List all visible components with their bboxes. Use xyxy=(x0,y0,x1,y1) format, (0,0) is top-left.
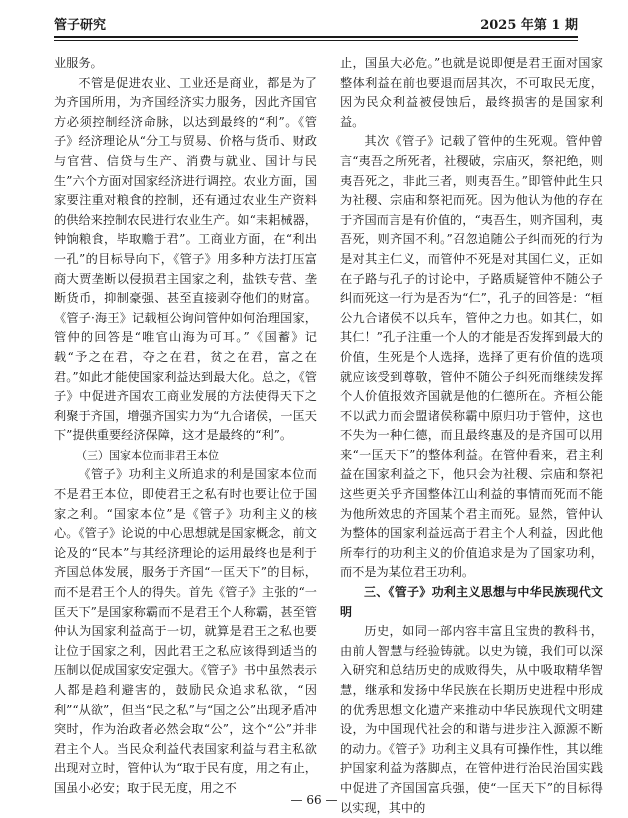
running-header xyxy=(54,12,578,34)
right-column xyxy=(340,54,603,818)
paragraph: 业服务。 xyxy=(54,56,103,70)
header-rule-thin xyxy=(54,40,578,41)
page-number: — 66 — xyxy=(290,793,338,807)
paragraph: 历史，如同一部内容丰富且宝贵的教科书，由前人智慧与经验铸就。以史为镜，我们可以深入研究和总结历史的成败得失，从中吸取精华智慧，继承和发扬中华民族在长期历史进程中形成的优秀思想文化遗产来推动中华民族现代文明建设，为中国现代社会的和谐与进步注入源源不断的动力。《管子》功利主义具有可操作性，其以维护国家利益为落脚点，在管仲进行治民治国实践中促进了齐国国富兵强，使“一匡天下”的目标得以实现，其中的 xyxy=(340,624,603,815)
section-heading: 三、《管子》功利主义思想与中华民族现代文明 xyxy=(340,585,603,619)
left-column xyxy=(54,54,317,799)
issue-label: 2025 年第 1 期 xyxy=(480,17,578,33)
paragraph: 不管是促进农业、工业还是商业，都是为了为齐国所用，为齐国经济实力服务，因此齐国官方必须控制经济命脉，以达到最终的“利”。《管子》经济理论从“分工与贸易、价格与货币、财政与官营、信贷与生产、消费与就业、国计与民生”六个方面对国家经济进行调控。农业方面，国家要注重对粮食的控制，还有通过农业生产资料的供给来控制农民进行农业生产。如“耒耜械器，钟饷粮食，毕取赡于君”。工商业方面，在“利出一孔”的目标导向下，《管子》用多种方法打压富商大贾垄断以侵损君主国家之利，盐铁专营、垄断货币，抑制豪强、甚至直接剥夺他们的财富。《管子·海王》记载桓公询问管仲如何治理国家，管仲的回答是“唯官山海为可耳。”《国蓄》记载“予之在君，夺之在君，贫之在君，富之在君。”如此才能使国家利益达到最大化。总之，《管子》中促进齐国农工商业发展的方法使得天下之利聚于齐国，增强齐国实力为“九合诸侯，一匡天下”提供重要经济保障，这才是最终的“利”。 xyxy=(54,75,317,443)
paragraph: 其次《管子》记载了管仲的生死观。管仲曾言“夷吾之所死者，社稷破，宗庙灭，祭祀绝，则夷吾死之，非此三者，则夷吾生。”即管仲此生只为社稷、宗庙和祭祀而死。因为他认为他的存在于齐国而言是有价值的，“夷吾生，则齐国利，夷吾死，则齐国不利。”召忽追随公子纠而死的行为是对其主仁义，而管仲不死是对其国仁义，正如在子路与孔子的讨论中，子路质疑管仲不随公子纠而死这一行为是否为“仁”，孔子的回答是：“桓公九合诸侯不以兵车，管仲之力也。如其仁，如其仁！”孔子注重一个人的才能是否发挥到最大的价值，生死是个人选择，选择了更有价值的选项就应该受到尊敬，管仲不随公子纠死而继续发挥个人价值报效齐国就是他的仁德所在。齐桓公能不以武力而会盟诸侯称霸中原归功于管仲，这也不失为一种仁德，而且最终惠及的是齐国可以用来“一匡天下”的整体利益。在管仲看来，君主利益在国家利益之下，他只会为社稷、宗庙和祭祀这些更关乎齐国整体江山利益的事情而死而不能为他所效忠的齐国某个君主而死。显然，管仲认为整体的国家利益远高于君主个人利益，因此他所奉行的功利主义的价值追求是为了国家功利，而不是为某位君王功利。 xyxy=(340,134,603,580)
journal-name: 管子研究 xyxy=(54,17,107,33)
paragraph: 《管子》功利主义所追求的利是国家本位而不是君王本位，即使君王之私有时也要让位于国家之利。“国家本位”是《管子》功利主义的核心。《管子》论说的中心思想就是国家概念，前文论及的“民本”与其经济理论的运用最终也是利于齐国总体发展，服务于齐国“一匡天下”的目标，而不是君王个人的得失。首先《管子》主张的“一匡天下”是国家称霸而不是君王个人称霸，甚至管仲认为国家利益高于一切，就算是君王之私也要让位于国家之利，因此君王之私应该得到适当的压制以促成国家安定强大。《管子》书中虽然表示人都是趋利避害的，鼓励民众追求私欲，“因利”“从欲”，但当“民之私”与“国之公”出现矛盾冲突时，作为治政者必然会取“公”，这个“公”并非君主个人。当民众利益代表国家利益与君主私欲出现对立时，管仲认为“取于民有度，用之有止，国虽小必安；取于民无度，用之不 xyxy=(54,467,317,795)
subsection-heading: （三）国家本位而非君王本位 xyxy=(76,448,219,462)
paragraph: 止，国虽大必危。”也就是说即便是君王面对国家整体利益在前也要退而居其次，不可取民无度，因为民众利益被侵蚀后，最终损害的是国家利益。 xyxy=(340,56,603,129)
header-rule xyxy=(54,36,578,38)
